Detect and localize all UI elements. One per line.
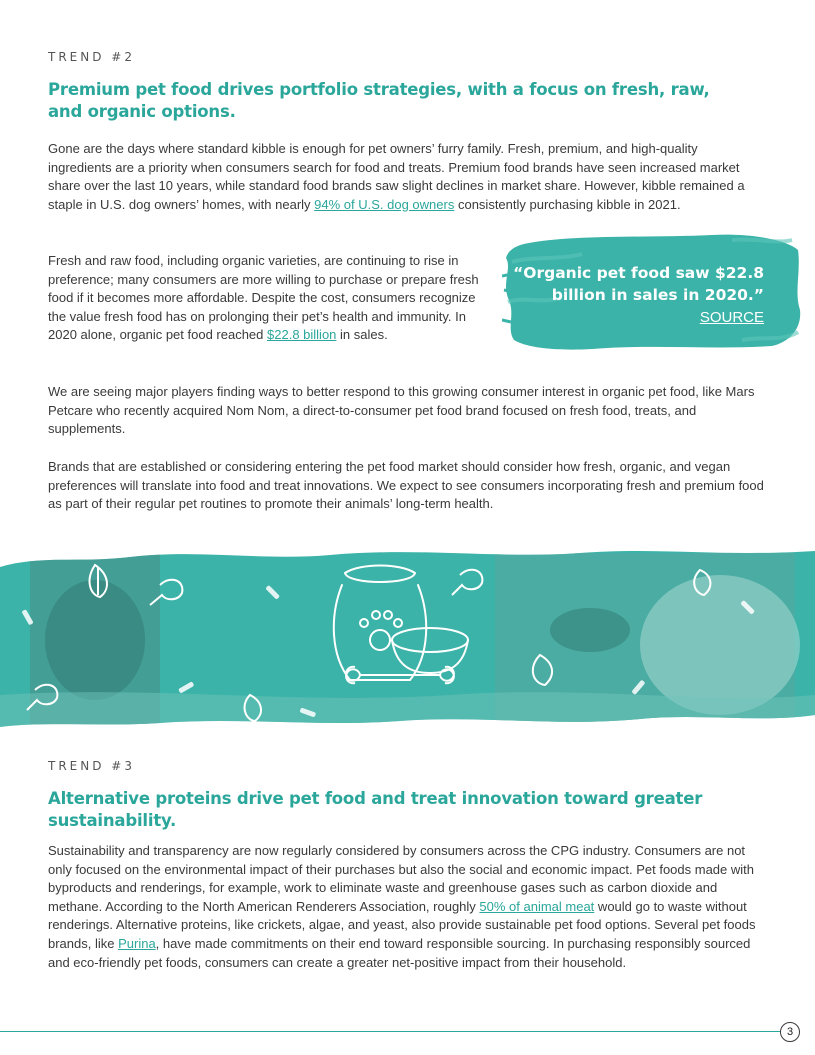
quote-line-2: billion in sales in 2020.”: [551, 286, 764, 304]
trend-2-heading-line1: Premium pet food drives portfolio strategies, with a focus on fresh, raw,: [48, 80, 710, 99]
trend-3-heading-line2: sustainability.: [48, 811, 177, 830]
pet-food-banner-image: [0, 545, 815, 740]
trend-2-label: TREND #2: [48, 50, 135, 64]
quote-line-1: “Organic pet food saw $22.8: [513, 264, 764, 282]
trend-2-heading: [48, 79, 710, 123]
trend-2-paragraph-3: We are seeing major players finding ways to better respond to this growing consumer interest in organic pet food, like Mars Petcare who recently acquired Nom Nom, a direct-to-consumer pet food brand focused on fresh food, treats, and supplements.: [48, 384, 755, 437]
trend-3-heading-line1: Alternative proteins drive pet food and treat innovation toward greater: [48, 789, 703, 808]
dog-owners-stat-link[interactable]: 94% of U.S. dog owners: [314, 196, 455, 212]
trend-3-paragraph-1: Sustainability and transparency are now regularly considered by consumers across the CPG industry. Consumers are not only focused on the environmental impact of their purchases but also the social and economic impact. Pet foods made with byproducts and renderings, for example, work to eliminate waste and greenhouse gases such as carbon dioxide and methane. According to the North American Renderers Association, roughly 50% of animal meat would go to waste without renderings. Alternative proteins, like crickets, algae, and yeast, also provide sustainable pet food options. Several pet foods brands, like Purina, have made commitments on their end toward responsible sourcing. In purchasing responsibly sourced and eco-friendly pet foods, consumers can create a greater net-positive impact from their household.: [48, 843, 756, 970]
trend-2-paragraph-4: Brands that are established or considering entering the pet food market should consider how fresh, organic, and vegan preferences will translate into food and treat innovations. We expect to see consumers incorporating fresh and premium food as part of their regular pet routines to promote their animals’ long-term health.: [48, 459, 764, 512]
quote-callout: [502, 232, 802, 352]
trend-3-label: TREND #3: [48, 759, 135, 773]
page-number: 3: [780, 1022, 800, 1042]
quote-source-link[interactable]: SOURCE: [699, 309, 764, 326]
footer-rule: [0, 1031, 780, 1032]
banner-illustration: [0, 545, 815, 740]
trend-2-paragraph-2: Fresh and raw food, including organic varieties, are continuing to rise in preference; many consumers are more willing to purchase or prepare fresh food if it becomes more affordable. Despite the cost, consumers recognize the value fresh food has on prolonging their pet’s health and immunity. In 2020 alone, organic pet food reached $22.8 billion in sales.: [48, 253, 479, 343]
purina-link[interactable]: Purina: [118, 935, 156, 951]
organic-sales-link[interactable]: $22.8 billion: [267, 327, 337, 343]
trend-2-heading-line2: and organic options.: [48, 102, 236, 121]
animal-meat-stat-link[interactable]: 50% of animal meat: [479, 898, 595, 914]
trend-2-paragraph-1: Gone are the days where standard kibble is enough for pet owners’ furry family. Fresh, premium, and high-quality ingredients are a priority when consumers search for food and treats. Premium food brands have seen increased market share over the last 10 years, while standard food brands saw slight declines in market share. However, kibble remained a staple in U.S. dog owners’ homes, with nearly 94% of U.S. dog owners consistently purchasing kibble in 2021.: [48, 141, 745, 212]
quote-text: [504, 262, 764, 329]
trend-3-heading: [48, 788, 702, 832]
